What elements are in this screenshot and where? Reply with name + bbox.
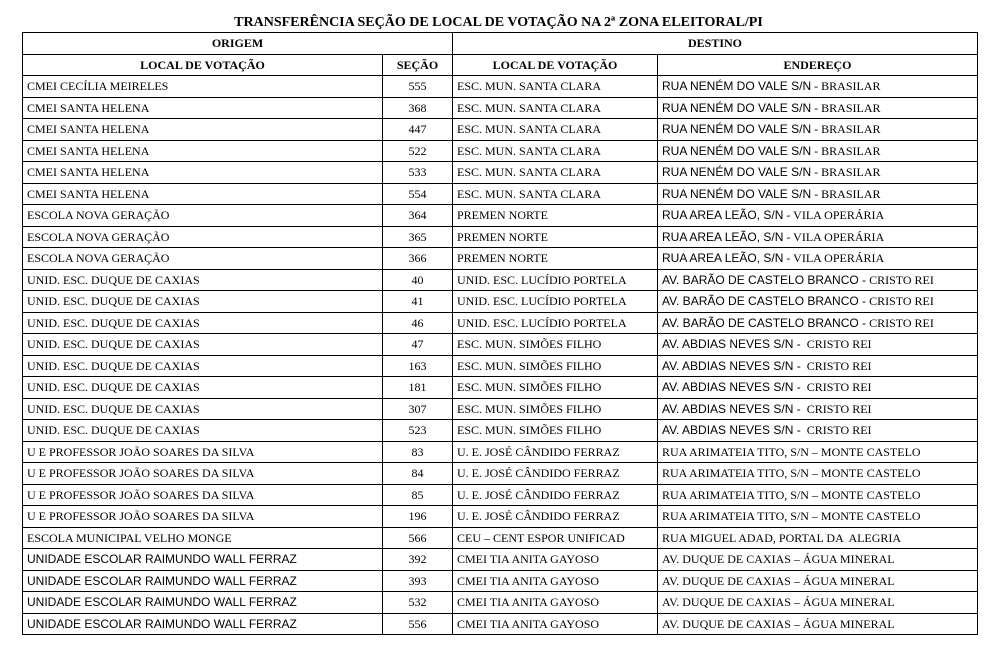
table-row: [23, 463, 978, 485]
endereco-cell: [658, 248, 978, 270]
table-row: [23, 140, 978, 162]
table-row: [23, 183, 978, 205]
destino-cell: ESC. MUN. SANTA CLARA: [453, 119, 658, 141]
destino-cell: U. E. JOSÉ CÂNDIDO FERRAZ: [453, 441, 658, 463]
secao-cell: 46: [383, 312, 453, 334]
origem-cell: UNIDADE ESCOLAR RAIMUNDO WALL FERRAZ: [23, 592, 383, 614]
table-row: [23, 269, 978, 291]
endereco-bairro: - BRASILAR: [811, 186, 881, 201]
secao-cell: 554: [383, 183, 453, 205]
endereco-bairro: RUA ARIMATEIA TITO, S/N – MONTE CASTELO: [662, 444, 921, 459]
endereco-street: RUA AREA LEÃO, S/N: [662, 229, 784, 244]
endereco-bairro: AV. DUQUE DE CAXIAS – ÁGUA MINERAL: [662, 573, 895, 588]
secao-cell: 556: [383, 613, 453, 635]
endereco-cell: [658, 162, 978, 184]
table-row: [23, 291, 978, 313]
endereco-bairro: RUA ARIMATEIA TITO, S/N – MONTE CASTELO: [662, 466, 921, 481]
endereco-bairro: CRISTO REI: [866, 294, 934, 309]
endereco-street: RUA NENÉM DO VALE S/N: [662, 186, 812, 201]
origem-cell: CMEI SANTA HELENA: [23, 183, 383, 205]
secao-cell: 83: [383, 441, 453, 463]
secao-cell: 84: [383, 463, 453, 485]
secao-cell: 566: [383, 527, 453, 549]
table-body: [23, 76, 978, 635]
endereco-cell: [658, 377, 978, 399]
table-row: [23, 506, 978, 528]
endereco-bairro: - VILA OPERÁRIA: [783, 229, 885, 244]
origem-cell: UNID. ESC. DUQUE DE CAXIAS: [23, 312, 383, 334]
destino-cell: UNID. ESC. LUCÍDIO PORTELA: [453, 269, 658, 291]
table-row: [23, 484, 978, 506]
endereco-bairro: CRISTO REI: [800, 401, 872, 416]
destino-cell: ESC. MUN. SIMÕES FILHO: [453, 420, 658, 442]
endereco-bairro: - BRASILAR: [811, 100, 881, 115]
destino-cell: UNID. ESC. LUCÍDIO PORTELA: [453, 312, 658, 334]
origem-cell: UNID. ESC. DUQUE DE CAXIAS: [23, 334, 383, 356]
origem-cell: CMEI SANTA HELENA: [23, 162, 383, 184]
endereco-bairro: - BRASILAR: [811, 122, 881, 137]
secao-cell: 532: [383, 592, 453, 614]
secao-cell: 40: [383, 269, 453, 291]
endereco-cell: [658, 527, 978, 549]
endereco-cell: [658, 506, 978, 528]
secao-header: SEÇÃO: [383, 54, 453, 76]
endereco-cell: [658, 420, 978, 442]
secao-cell: 85: [383, 484, 453, 506]
endereco-bairro: CRISTO REI: [800, 358, 872, 373]
endereco-cell: [658, 205, 978, 227]
origem-cell: ESCOLA MUNICIPAL VELHO MONGE: [23, 527, 383, 549]
endereco-cell: [658, 398, 978, 420]
endereco-street: AV. ABDIAS NEVES S/N -: [662, 380, 801, 395]
secao-cell: 365: [383, 226, 453, 248]
origem-cell: U E PROFESSOR JOÃO SOARES DA SILVA: [23, 441, 383, 463]
origem-cell: UNID. ESC. DUQUE DE CAXIAS: [23, 291, 383, 313]
table-row: [23, 226, 978, 248]
endereco-street: RUA NENÉM DO VALE S/N: [662, 143, 812, 158]
page-title: TRANSFERÊNCIA SEÇÃO DE LOCAL DE VOTAÇÃO NA 2ª ZONA ELEITORAL/PI: [234, 15, 763, 30]
destino-cell: CMEI TIA ANITA GAYOSO: [453, 613, 658, 635]
table-row: [23, 549, 978, 571]
destino-cell: CEU – CENT ESPOR UNIFICAD: [453, 527, 658, 549]
endereco-bairro: CRISTO REI: [800, 423, 872, 438]
origem-cell: UNID. ESC. DUQUE DE CAXIAS: [23, 355, 383, 377]
endereco-cell: [658, 355, 978, 377]
endereco-bairro: RUA ARIMATEIA TITO, S/N – MONTE CASTELO: [662, 487, 921, 502]
origem-cell: ESCOLA NOVA GERAÇÃO: [23, 205, 383, 227]
secao-cell: 393: [383, 570, 453, 592]
origem-cell: ESCOLA NOVA GERAÇÃO: [23, 226, 383, 248]
endereco-cell: [658, 484, 978, 506]
secao-cell: 366: [383, 248, 453, 270]
endereco-cell: [658, 140, 978, 162]
endereco-street: RUA NENÉM DO VALE S/N: [662, 122, 812, 137]
endereco-bairro: - BRASILAR: [811, 165, 881, 180]
destino-cell: CMEI TIA ANITA GAYOSO: [453, 592, 658, 614]
destino-cell: PREMEN NORTE: [453, 226, 658, 248]
destino-cell: PREMEN NORTE: [453, 248, 658, 270]
endereco-bairro: CRISTO REI: [866, 272, 934, 287]
destino-cell: U. E. JOSÉ CÂNDIDO FERRAZ: [453, 506, 658, 528]
table-row: [23, 162, 978, 184]
destino-cell: U. E. JOSÉ CÂNDIDO FERRAZ: [453, 484, 658, 506]
destino-cell: ESC. MUN. SANTA CLARA: [453, 183, 658, 205]
table-row: [23, 355, 978, 377]
destino-header: DESTINO: [453, 33, 978, 55]
endereco-street: AV. ABDIAS NEVES S/N -: [662, 423, 801, 438]
endereco-bairro: RUA MIGUEL ADAD, PORTAL DA ALEGRIA: [662, 530, 902, 545]
table-row: [23, 613, 978, 635]
secao-cell: 447: [383, 119, 453, 141]
endereco-bairro: AV. DUQUE DE CAXIAS – ÁGUA MINERAL: [662, 552, 895, 567]
table-row: [23, 592, 978, 614]
endereco-bairro: - VILA OPERÁRIA: [783, 208, 885, 223]
origem-cell: CMEI CECÍLIA MEIRELES: [23, 76, 383, 98]
endereco-cell: [658, 570, 978, 592]
endereco-bairro: AV. DUQUE DE CAXIAS – ÁGUA MINERAL: [662, 616, 895, 631]
destino-cell: ESC. MUN. SIMÕES FILHO: [453, 355, 658, 377]
endereco-bairro: CRISTO REI: [800, 380, 872, 395]
destino-cell: ESC. MUN. SANTA CLARA: [453, 97, 658, 119]
origem-cell: CMEI SANTA HELENA: [23, 97, 383, 119]
origem-cell: UNIDADE ESCOLAR RAIMUNDO WALL FERRAZ: [23, 549, 383, 571]
endereco-bairro: CRISTO REI: [800, 337, 872, 352]
origem-cell: U E PROFESSOR JOÃO SOARES DA SILVA: [23, 506, 383, 528]
origem-cell: UNIDADE ESCOLAR RAIMUNDO WALL FERRAZ: [23, 570, 383, 592]
secao-cell: 307: [383, 398, 453, 420]
endereco-bairro: CRISTO REI: [866, 315, 934, 330]
origem-cell: UNID. ESC. DUQUE DE CAXIAS: [23, 269, 383, 291]
origem-cell: CMEI SANTA HELENA: [23, 119, 383, 141]
endereco-bairro: AV. DUQUE DE CAXIAS – ÁGUA MINERAL: [662, 595, 895, 610]
destino-cell: UNID. ESC. LUCÍDIO PORTELA: [453, 291, 658, 313]
endereco-cell: [658, 549, 978, 571]
destino-cell: ESC. MUN. SANTA CLARA: [453, 162, 658, 184]
endereco-bairro: RUA ARIMATEIA TITO, S/N – MONTE CASTELO: [662, 509, 921, 524]
transfer-table: [22, 32, 978, 635]
table-row: [23, 248, 978, 270]
table-row: [23, 119, 978, 141]
secao-cell: 533: [383, 162, 453, 184]
destino-cell: ESC. MUN. SIMÕES FILHO: [453, 398, 658, 420]
origem-cell: UNID. ESC. DUQUE DE CAXIAS: [23, 398, 383, 420]
endereco-street: RUA AREA LEÃO, S/N: [662, 251, 784, 266]
secao-cell: 196: [383, 506, 453, 528]
endereco-cell: [658, 463, 978, 485]
destino-cell: ESC. MUN. SIMÕES FILHO: [453, 377, 658, 399]
local-destino-header: LOCAL DE VOTAÇÃO: [453, 54, 658, 76]
destino-cell: ESC. MUN. SANTA CLARA: [453, 140, 658, 162]
secao-cell: 523: [383, 420, 453, 442]
secao-cell: 368: [383, 97, 453, 119]
secao-cell: 392: [383, 549, 453, 571]
destino-cell: CMEI TIA ANITA GAYOSO: [453, 549, 658, 571]
endereco-bairro: - BRASILAR: [811, 79, 881, 94]
destino-cell: PREMEN NORTE: [453, 205, 658, 227]
origem-header: ORIGEM: [23, 33, 453, 55]
endereco-cell: [658, 613, 978, 635]
endereco-street: AV. ABDIAS NEVES S/N -: [662, 337, 801, 352]
endereco-street: AV. BARÃO DE CASTELO BRANCO -: [662, 272, 867, 287]
destino-cell: U. E. JOSÉ CÂNDIDO FERRAZ: [453, 463, 658, 485]
table-row: [23, 527, 978, 549]
table-row: [23, 441, 978, 463]
endereco-cell: [658, 226, 978, 248]
endereco-cell: [658, 592, 978, 614]
origem-cell: U E PROFESSOR JOÃO SOARES DA SILVA: [23, 463, 383, 485]
secao-cell: 364: [383, 205, 453, 227]
origem-cell: CMEI SANTA HELENA: [23, 140, 383, 162]
secao-cell: 163: [383, 355, 453, 377]
origem-cell: U E PROFESSOR JOÃO SOARES DA SILVA: [23, 484, 383, 506]
endereco-street: AV. BARÃO DE CASTELO BRANCO -: [662, 315, 867, 330]
endereco-cell: [658, 119, 978, 141]
endereco-street: RUA AREA LEÃO, S/N: [662, 208, 784, 223]
endereco-cell: [658, 291, 978, 313]
table-row: [23, 205, 978, 227]
table-row: [23, 570, 978, 592]
destino-cell: ESC. MUN. SANTA CLARA: [453, 76, 658, 98]
endereco-bairro: - BRASILAR: [811, 143, 881, 158]
table-row: [23, 76, 978, 98]
origem-cell: ESCOLA NOVA GERAÇÃO: [23, 248, 383, 270]
destino-cell: CMEI TIA ANITA GAYOSO: [453, 570, 658, 592]
table-row: [23, 334, 978, 356]
origem-cell: UNID. ESC. DUQUE DE CAXIAS: [23, 377, 383, 399]
endereco-street: AV. ABDIAS NEVES S/N -: [662, 401, 801, 416]
endereco-cell: [658, 441, 978, 463]
endereco-cell: [658, 97, 978, 119]
table-row: [23, 97, 978, 119]
secao-cell: 181: [383, 377, 453, 399]
endereco-cell: [658, 334, 978, 356]
table-row: [23, 398, 978, 420]
endereco-street: RUA NENÉM DO VALE S/N: [662, 100, 812, 115]
endereco-street: AV. BARÃO DE CASTELO BRANCO -: [662, 294, 867, 309]
secao-cell: 41: [383, 291, 453, 313]
destino-cell: ESC. MUN. SIMÕES FILHO: [453, 334, 658, 356]
endereco-cell: [658, 183, 978, 205]
local-origem-header: LOCAL DE VOTAÇÃO: [23, 54, 383, 76]
endereco-header: ENDEREÇO: [658, 54, 978, 76]
table-row: [23, 312, 978, 334]
origem-cell: UNIDADE ESCOLAR RAIMUNDO WALL FERRAZ: [23, 613, 383, 635]
endereco-street: AV. ABDIAS NEVES S/N -: [662, 358, 801, 373]
secao-cell: 47: [383, 334, 453, 356]
endereco-street: RUA NENÉM DO VALE S/N: [662, 165, 812, 180]
endereco-bairro: - VILA OPERÁRIA: [783, 251, 885, 266]
endereco-street: RUA NENÉM DO VALE S/N: [662, 79, 812, 94]
column-header-row: [23, 54, 978, 76]
endereco-cell: [658, 269, 978, 291]
endereco-cell: [658, 76, 978, 98]
secao-cell: 522: [383, 140, 453, 162]
table-row: [23, 377, 978, 399]
origem-cell: UNID. ESC. DUQUE DE CAXIAS: [23, 420, 383, 442]
secao-cell: 555: [383, 76, 453, 98]
endereco-cell: [658, 312, 978, 334]
group-header-row: [23, 33, 978, 55]
table-row: [23, 420, 978, 442]
